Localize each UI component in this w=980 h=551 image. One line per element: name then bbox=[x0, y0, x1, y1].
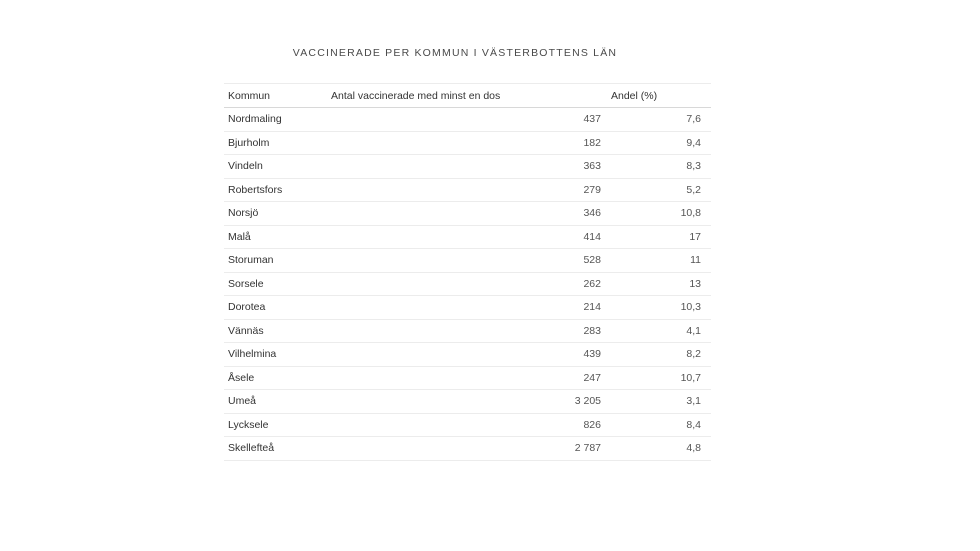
table-row bbox=[224, 296, 711, 320]
cell-andel: 9,4 bbox=[686, 136, 701, 149]
cell-kommun: Bjurholm bbox=[228, 136, 270, 149]
cell-andel: 4,1 bbox=[686, 324, 701, 337]
cell-antal: 414 bbox=[583, 230, 601, 243]
column-header-kommun[interactable]: Kommun bbox=[228, 89, 271, 102]
cell-kommun: Dorotea bbox=[228, 301, 266, 314]
table-header-row bbox=[224, 84, 711, 108]
cell-andel: 17 bbox=[689, 230, 701, 243]
cell-kommun: Lycksele bbox=[228, 418, 269, 431]
vaccination-table bbox=[224, 83, 711, 461]
cell-andel: 5,2 bbox=[686, 183, 701, 196]
column-header-antal[interactable]: Antal vaccinerade med minst en dos bbox=[331, 89, 501, 102]
table-row bbox=[224, 413, 711, 437]
cell-andel: 10,7 bbox=[680, 371, 701, 384]
table-row bbox=[224, 202, 711, 226]
table-row bbox=[224, 390, 711, 414]
cell-andel: 11 bbox=[690, 254, 701, 267]
cell-andel: 8,4 bbox=[686, 418, 701, 431]
column-header-andel[interactable]: Andel (%) bbox=[611, 89, 658, 102]
cell-kommun: Umeå bbox=[228, 395, 257, 408]
cell-antal: 2 787 bbox=[574, 442, 601, 455]
cell-antal: 346 bbox=[583, 207, 601, 220]
cell-antal: 826 bbox=[583, 418, 601, 431]
cell-andel: 8,2 bbox=[686, 348, 701, 361]
cell-antal: 528 bbox=[583, 254, 601, 267]
cell-andel: 3,1 bbox=[686, 395, 701, 408]
table-body bbox=[224, 108, 711, 461]
cell-andel: 8,3 bbox=[686, 160, 701, 173]
table-row bbox=[224, 366, 711, 390]
table-row bbox=[224, 437, 711, 461]
vaccination-table-container bbox=[224, 83, 701, 461]
cell-kommun: Skellefteå bbox=[228, 442, 275, 455]
cell-antal: 247 bbox=[583, 371, 601, 384]
cell-kommun: Nordmaling bbox=[228, 113, 282, 126]
table-row bbox=[224, 249, 711, 273]
cell-andel: 4,8 bbox=[686, 442, 701, 455]
cell-antal: 182 bbox=[583, 136, 601, 149]
cell-kommun: Norsjö bbox=[228, 207, 259, 220]
cell-kommun: Vännäs bbox=[228, 324, 264, 337]
table-row bbox=[224, 272, 711, 296]
table-row bbox=[224, 178, 711, 202]
table-row bbox=[224, 131, 711, 155]
cell-antal: 439 bbox=[583, 348, 601, 361]
cell-kommun: Vilhelmina bbox=[228, 348, 277, 361]
table-row bbox=[224, 225, 711, 249]
chart-title: VACCINERADE PER KOMMUN I VÄSTERBOTTENS LÄN bbox=[292, 47, 618, 59]
table-row bbox=[224, 319, 711, 343]
cell-kommun: Malå bbox=[228, 230, 251, 243]
cell-andel: 13 bbox=[689, 277, 701, 290]
cell-andel: 10,3 bbox=[680, 301, 701, 314]
cell-antal: 279 bbox=[583, 183, 601, 196]
cell-andel: 10,8 bbox=[680, 207, 701, 220]
table-row bbox=[224, 108, 711, 132]
cell-antal: 214 bbox=[583, 301, 601, 314]
cell-kommun: Sorsele bbox=[228, 277, 264, 290]
cell-antal: 437 bbox=[583, 113, 601, 126]
cell-kommun: Storuman bbox=[228, 254, 274, 267]
cell-kommun: Vindeln bbox=[228, 160, 263, 173]
cell-kommun: Robertsfors bbox=[228, 183, 283, 196]
table-row bbox=[224, 343, 711, 367]
cell-kommun: Åsele bbox=[228, 371, 255, 384]
cell-antal: 283 bbox=[583, 324, 601, 337]
cell-antal: 3 205 bbox=[574, 395, 601, 408]
cell-antal: 262 bbox=[583, 277, 601, 290]
table-row bbox=[224, 155, 711, 179]
cell-antal: 363 bbox=[583, 160, 601, 173]
cell-andel: 7,6 bbox=[686, 113, 701, 126]
